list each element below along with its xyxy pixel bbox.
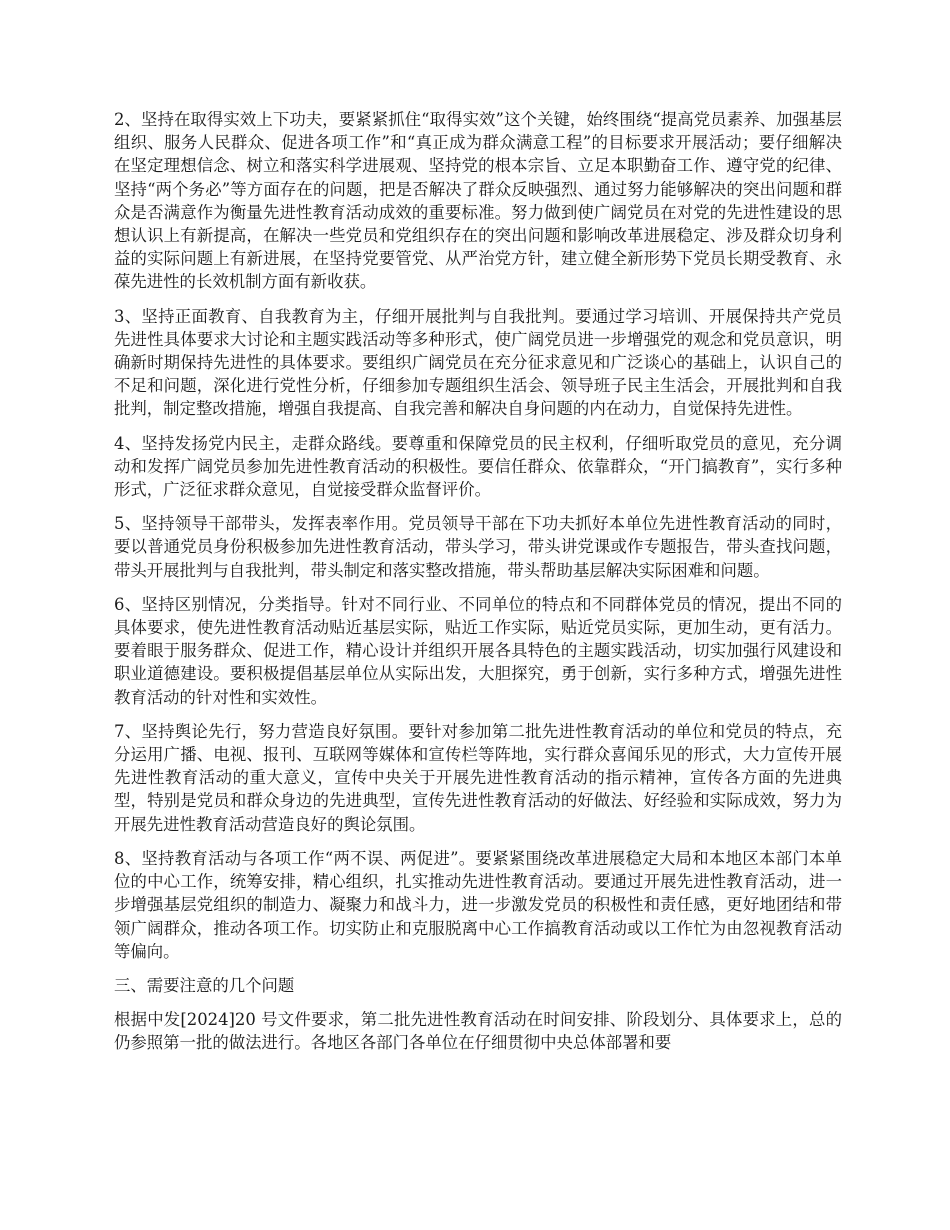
closing-paragraph: 根据中发[2024]20 号文件要求，第二批先进性教育活动在时间安排、阶段划分、具体要求上，总的仍参照第一批的做法进行。各地区各部门各单位在仔细贯彻中央总体部署和要 bbox=[114, 1010, 842, 1053]
paragraph-6: 6、坚持区别情况，分类指导。针对不同行业、不同单位的特点和不同群体党员的情况，提出不同的具体要求，使先进性教育活动贴近基层实际，贴近工作实际，贴近党员实际，更加生动，更有活力。要着眼于服务群众、促进工作，精心设计并组织开展各具特色的主题实践活动，切实加强行风建设和职业道德建设。要积极提倡基层单位从实际出发，大胆探究，勇于创新，实行多种方式，增强先进性教育活动的针对性和实效性。 bbox=[114, 594, 842, 707]
paragraph-3: 3、坚持正面教育、自我教育为主，仔细开展批判与自我批判。要通过学习培训、开展保持共产党员先进性具体要求大讨论和主题实践活动等多种形式，使广阔党员进一步增强党的观念和党员意识，明确新时期保持先进性的具体要求。要组织广阔党员在充分征求意见和广泛谈心的基础上，认识自己的不足和问题，深化进行党性分析，仔细参加专题组织生活会、领导班子民主生活会，开展批判和自我批判，制定整改措施，增强自我提高、自我完善和解决自身问题的内在动力，自觉保持先进性。 bbox=[114, 306, 842, 419]
paragraph-5: 5、坚持领导干部带头，发挥表率作用。党员领导干部在下功夫抓好本单位先进性教育活动的同时，要以普通党员身份积极参加先进性教育活动，带头学习，带头讲党课或作专题报告，带头查找问题，带头开展批判与自我批判，带头制定和落实整改措施，带头帮助基层解决实际困难和问题。 bbox=[114, 514, 842, 580]
section-heading: 三、需要注意的几个问题 bbox=[114, 975, 295, 995]
document-body bbox=[114, 108, 842, 1066]
paragraph-4: 4、坚持发扬党内民主，走群众路线。要尊重和保障党员的民主权利，仔细听取党员的意见，充分调动和发挥广阔党员参加先进性教育活动的积极性。要信任群众、依靠群众，“开门搞教育”，实行多种形式，广泛征求群众意见，自觉接受群众监督评价。 bbox=[114, 433, 842, 500]
paragraph-8: 8、坚持教育活动与各项工作“两不误、两促进”。要紧紧围绕改革进展稳定大局和本地区本部门本单位的中心工作，统筹安排，精心组织，扎实推动先进性教育活动。要通过开展先进性教育活动，进一步增强基层党组织的制造力、凝聚力和战斗力，进一步激发党员的积极性和责任感，更好地团结和带领广阔群众，推动各项工作。切实防止和克服脱离中心工作搞教育活动或以工作忙为由忽视教育活动等偏向。 bbox=[114, 848, 842, 961]
paragraph-7: 7、坚持舆论先行，努力营造良好氛围。要针对参加第二批先进性教育活动的单位和党员的特点，充分运用广播、电视、报刊、互联网等媒体和宣传栏等阵地，实行群众喜闻乐见的形式，大力宣传开展先进性教育活动的重大意义，宣传中央关于开展先进性教育活动的指示精神，宣传各方面的先进典型，特别是党员和群众身边的先进典型，宣传先进性教育活动的好做法、好经验和实际成效，努力为开展先进性教育活动营造良好的舆论氛围。 bbox=[114, 721, 842, 834]
paragraph-2: 2、坚持在取得实效上下功夫，要紧紧抓住“取得实效”这个关键，始终围绕“提高党员素养、加强基层组织、服务人民群众、促进各项工作”和“真正成为群众满意工程”的目标要求开展活动；要仔细解决在坚定理想信念、树立和落实科学进展观、坚持党的根本宗旨、立足本职勤奋工作、遵守党的纪律、坚持“两个务必”等方面存在的问题，把是否解决了群众反映强烈、通过努力能够解决的突出问题和群众是否满意作为衡量先进性教育活动成效的重要标准。努力做到使广阔党员在对党的先进性建设的思想认识上有新提高，在解决一些党员和党组织存在的突出问题和影响改革进展稳定、涉及群众切身利益的实际问题上有新进展，在坚持党要管党、从严治党方针，建立健全新形势下党员长期受教育、永葆先进性的长效机制方面有新收获。 bbox=[114, 110, 842, 292]
